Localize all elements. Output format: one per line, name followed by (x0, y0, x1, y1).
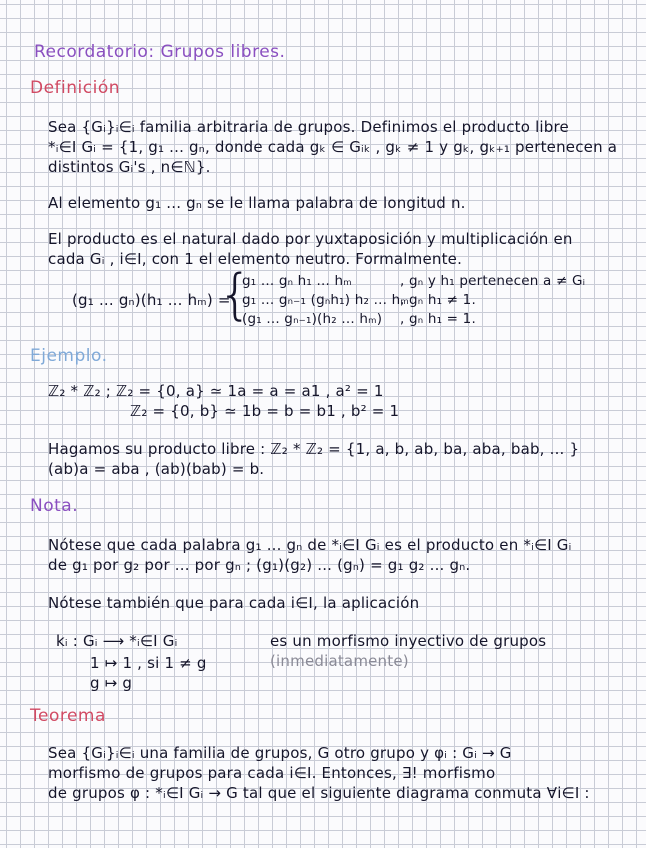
word-definition-text: Al elemento g₁ ... gₙ se le llama palabra de longitud n. (48, 194, 466, 212)
note-line-1: Nótese que cada palabra g₁ ... gₙ de *ᵢ∈I Gᵢ es el producto en *ᵢ∈I Gᵢ (48, 536, 572, 554)
inclusion-map-row-1: 1 ↦ 1 , si 1 ≠ g (90, 654, 207, 672)
left-brace-icon: { (218, 263, 253, 326)
theorem-line-1: Sea {Gᵢ}ᵢ∈ᵢ una familia de grupos, G otro grupo y φᵢ : Gᵢ → G (48, 744, 512, 762)
example-line-3: Hagamos su producto libre : ℤ₂ * ℤ₂ = {1, a, b, ab, ba, aba, bab, ... } (48, 440, 580, 458)
product-condition-1: , gₙ y h₁ pertenecen a ≠ Gᵢ (400, 273, 586, 289)
example-heading: Ejemplo. (30, 346, 108, 366)
example-line-2: ℤ₂ = {0, b} ≃ 1b = b = b1 , b² = 1 (130, 402, 400, 420)
theorem-heading: Teorema (30, 706, 106, 726)
inclusion-map-row-2: g ↦ g (90, 674, 133, 692)
definition-text-line-2: *ᵢ∈I Gᵢ = {1, g₁ ... gₙ, donde cada gₖ ∈ Gᵢₖ , gₖ ≠ 1 y gₖ, gₖ₊₁ pertenecen a (48, 138, 618, 156)
product-text-line-2: cada Gᵢ , i∈I, con 1 el elemento neutro. Formalmente. (48, 250, 463, 268)
inclusion-map-description: es un morfismo inyectivo de grupos (270, 632, 547, 650)
product-case-1: g₁ ... gₙ h₁ ... hₘ (242, 273, 352, 289)
inclusion-map-remark: (inmediatamente) (270, 652, 409, 670)
page-title: Recordatorio: Grupos libres. (34, 42, 286, 62)
product-condition-3: , gₙ h₁ = 1. (400, 311, 476, 327)
product-text-line-1: El producto es el natural dado por yuxtaposición y multiplicación en (48, 230, 573, 248)
example-line-4: (ab)a = aba , (ab)(bab) = b. (48, 460, 265, 478)
product-condition-2: , gₙ h₁ ≠ 1. (400, 292, 476, 308)
definition-heading: Definición (30, 78, 120, 98)
product-case-2: g₁ ... gₙ₋₁ (gₙh₁) h₂ ... hₘ (242, 292, 409, 308)
note-line-3: Nótese también que para cada i∈I, la aplicación (48, 594, 420, 612)
definition-text-line-3: distintos Gᵢ's , n∈ℕ}. (48, 158, 211, 176)
definition-text-line-1: Sea {Gᵢ}ᵢ∈ᵢ familia arbitraria de grupos. Definimos el producto libre (48, 118, 569, 136)
note-line-2: de g₁ por g₂ por ... por gₙ ; (g₁)(g₂) ... (gₙ) = g₁ g₂ ... gₙ. (48, 556, 471, 574)
theorem-line-2: morfismo de grupos para cada i∈I. Entonces, ∃! morfismo (48, 764, 496, 782)
inclusion-map-definition: kᵢ : Gᵢ ⟶ *ᵢ∈I Gᵢ (56, 632, 178, 650)
product-case-3: (g₁ ... gₙ₋₁)(h₂ ... hₘ) (242, 311, 383, 327)
note-heading: Nota. (30, 496, 79, 516)
product-formula-lhs: (g₁ ... gₙ)(h₁ ... hₘ) = (72, 291, 231, 309)
theorem-line-3: de grupos φ : *ᵢ∈I Gᵢ → G tal que el siguiente diagrama conmuta ∀i∈I : (48, 784, 590, 802)
example-line-1: ℤ₂ * ℤ₂ ; ℤ₂ = {0, a} ≃ 1a = a = a1 , a² = 1 (48, 382, 384, 400)
